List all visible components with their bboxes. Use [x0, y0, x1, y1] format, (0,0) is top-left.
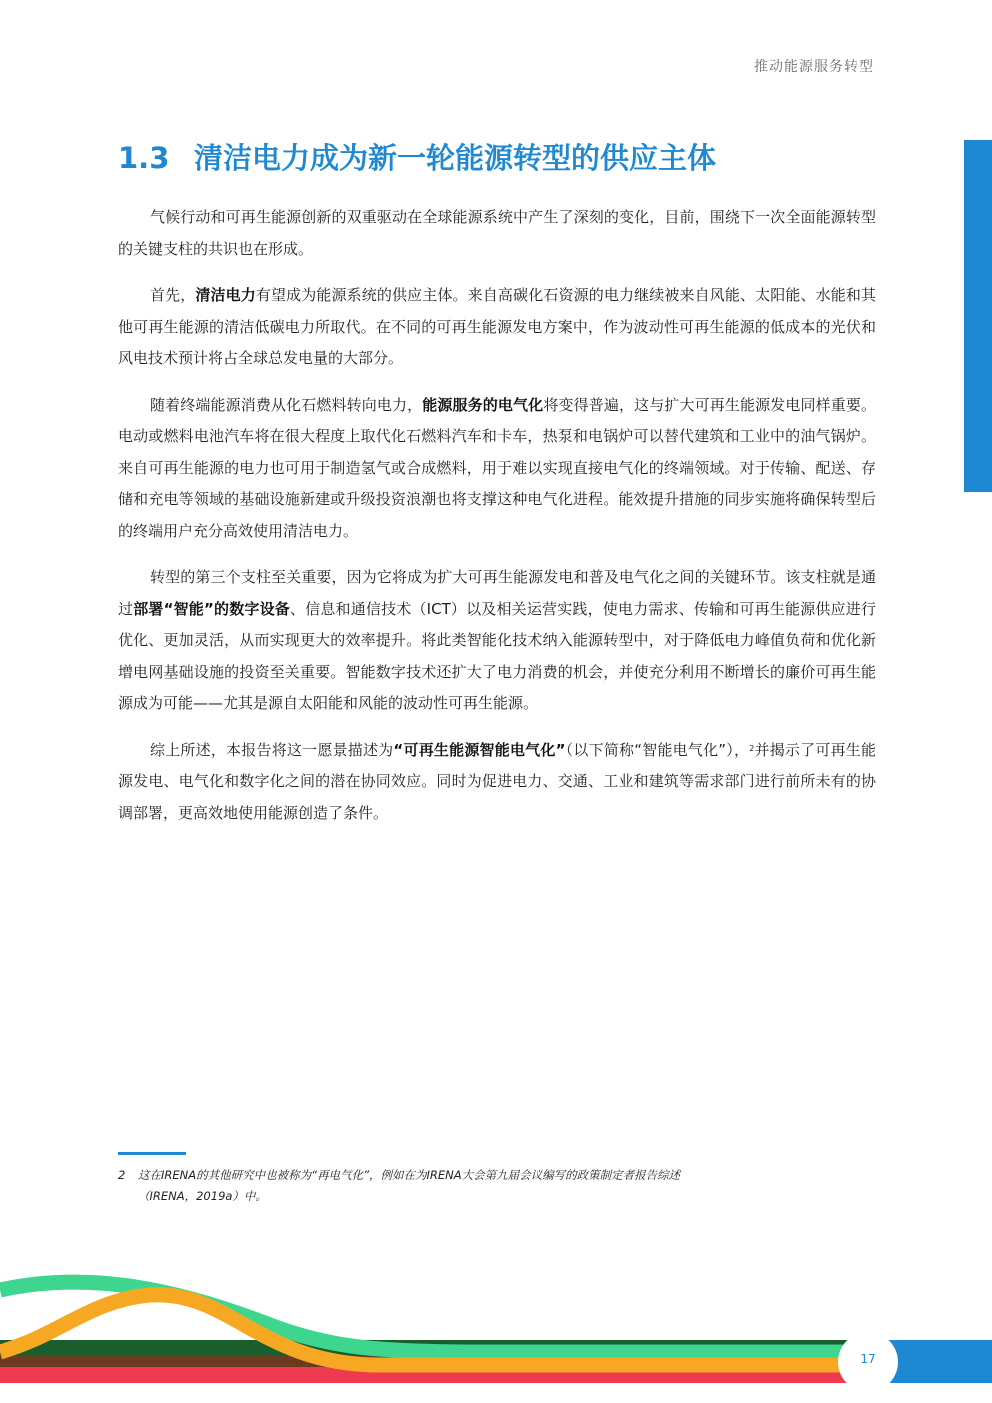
paragraph	[118, 202, 876, 265]
paragraph-text: 有望成为能源系统的供应主体。来自高碳化石资源的电力继续被来自风能、太阳能、水能和其他可再生能源的清洁低碳电力所取代。在不同的可再生能源发电方案中，作为波动性可再生能源的低成本的光伏和风电技术预计将占全球总发电量的大部分。	[118, 286, 876, 367]
emphasis-text: “可再生能源智能电气化”	[393, 740, 566, 759]
paragraph-text: （以下简称“智能电气化”），	[565, 740, 750, 759]
paragraph-text: 将变得普遍，这与扩大可再生能源发电同样重要。电动或燃料电池汽车将在很大程度上取代化石燃料汽车和卡车，热泵和电锅炉可以替代建筑和工业中的油气锅炉。来自可再生能源的电力也可用于制造氢气或合成燃料，用于难以实现直接电气化的终端领域。对于传输、配送、存储和充电等领域的基础设施新建或升级投资浪潮也将支撑这种电气化进程。能效提升措施的同步实施将确保转型后的终端用户充分高效使用清洁电力。	[118, 395, 876, 540]
footnote-text: 这在IRENA的其他研究中也被称为“再电气化”，例如在为IRENA大会第九届会议编写的政策制定者报告综述	[138, 1168, 681, 1182]
paragraph-text: 气候行动和可再生能源创新的双重驱动在全球能源系统中产生了深刻的变化，目前，围绕下一次全面能源转型的关键支柱的共识也在形成。	[118, 208, 876, 258]
section-title-text: 清洁电力成为新一轮能源转型的供应主体	[194, 141, 717, 175]
footnote-number: 2	[118, 1168, 126, 1182]
footnote	[118, 1165, 818, 1207]
side-chapter-tab	[964, 140, 992, 492]
paragraph-text: 并揭示了可再生能源发电、电气化和数字化之间的潜在协同效应。同时为促进电力、交通、工业和建筑等需求部门进行前所未有的协调部署，更高效地使用能源创造了条件。	[118, 740, 876, 822]
paragraph-text: 随着终端能源消费从化石燃料转向电力，	[150, 395, 423, 414]
emphasis-text: 能源服务的电气化	[422, 395, 544, 414]
body-text	[118, 202, 876, 844]
paragraph	[118, 562, 876, 720]
footnote-reference[interactable]: 2	[749, 743, 755, 753]
section-number: 1.3	[118, 141, 170, 175]
paragraph	[118, 280, 876, 375]
paragraph	[118, 735, 876, 830]
page-number: 17	[860, 1352, 876, 1366]
paragraph-text: 综上所述，本报告将这一愿景描述为	[150, 740, 394, 759]
running-header: 推动能源服务转型	[754, 59, 874, 75]
footnote-divider	[118, 1152, 186, 1155]
emphasis-text: 清洁电力	[195, 286, 256, 304]
paragraph-text: 转型的第三个支柱至关重要，因为它将成为扩大可再生能源发电和普及电气化之间的关键环节。该支柱就是通过	[118, 568, 876, 618]
paragraph-text: 、信息和通信技术（ICT）以及相关运营实践，使电力需求、传输和可再生能源供应进行优化、更加灵活，从而实现更大的效率提升。将此类智能化技术纳入能源转型中，对于降低电力峰值负荷和优化新增电网基础设施的投资至关重要。智能数字技术还扩大了电力消费的机会，并使充分利用不断增长的廉价可再生能源成为可能——尤其是源自太阳能和风能的波动性可再生能源。	[118, 599, 876, 712]
footer-decorative-bands	[0, 1270, 992, 1403]
paragraph-text: 首先，	[150, 286, 196, 304]
footnote-text-continued: （IRENA，2019a）中。	[138, 1189, 267, 1203]
paragraph	[118, 390, 876, 548]
emphasis-text: 部署“智能”的数字设备	[133, 599, 290, 618]
section-title	[118, 138, 878, 178]
